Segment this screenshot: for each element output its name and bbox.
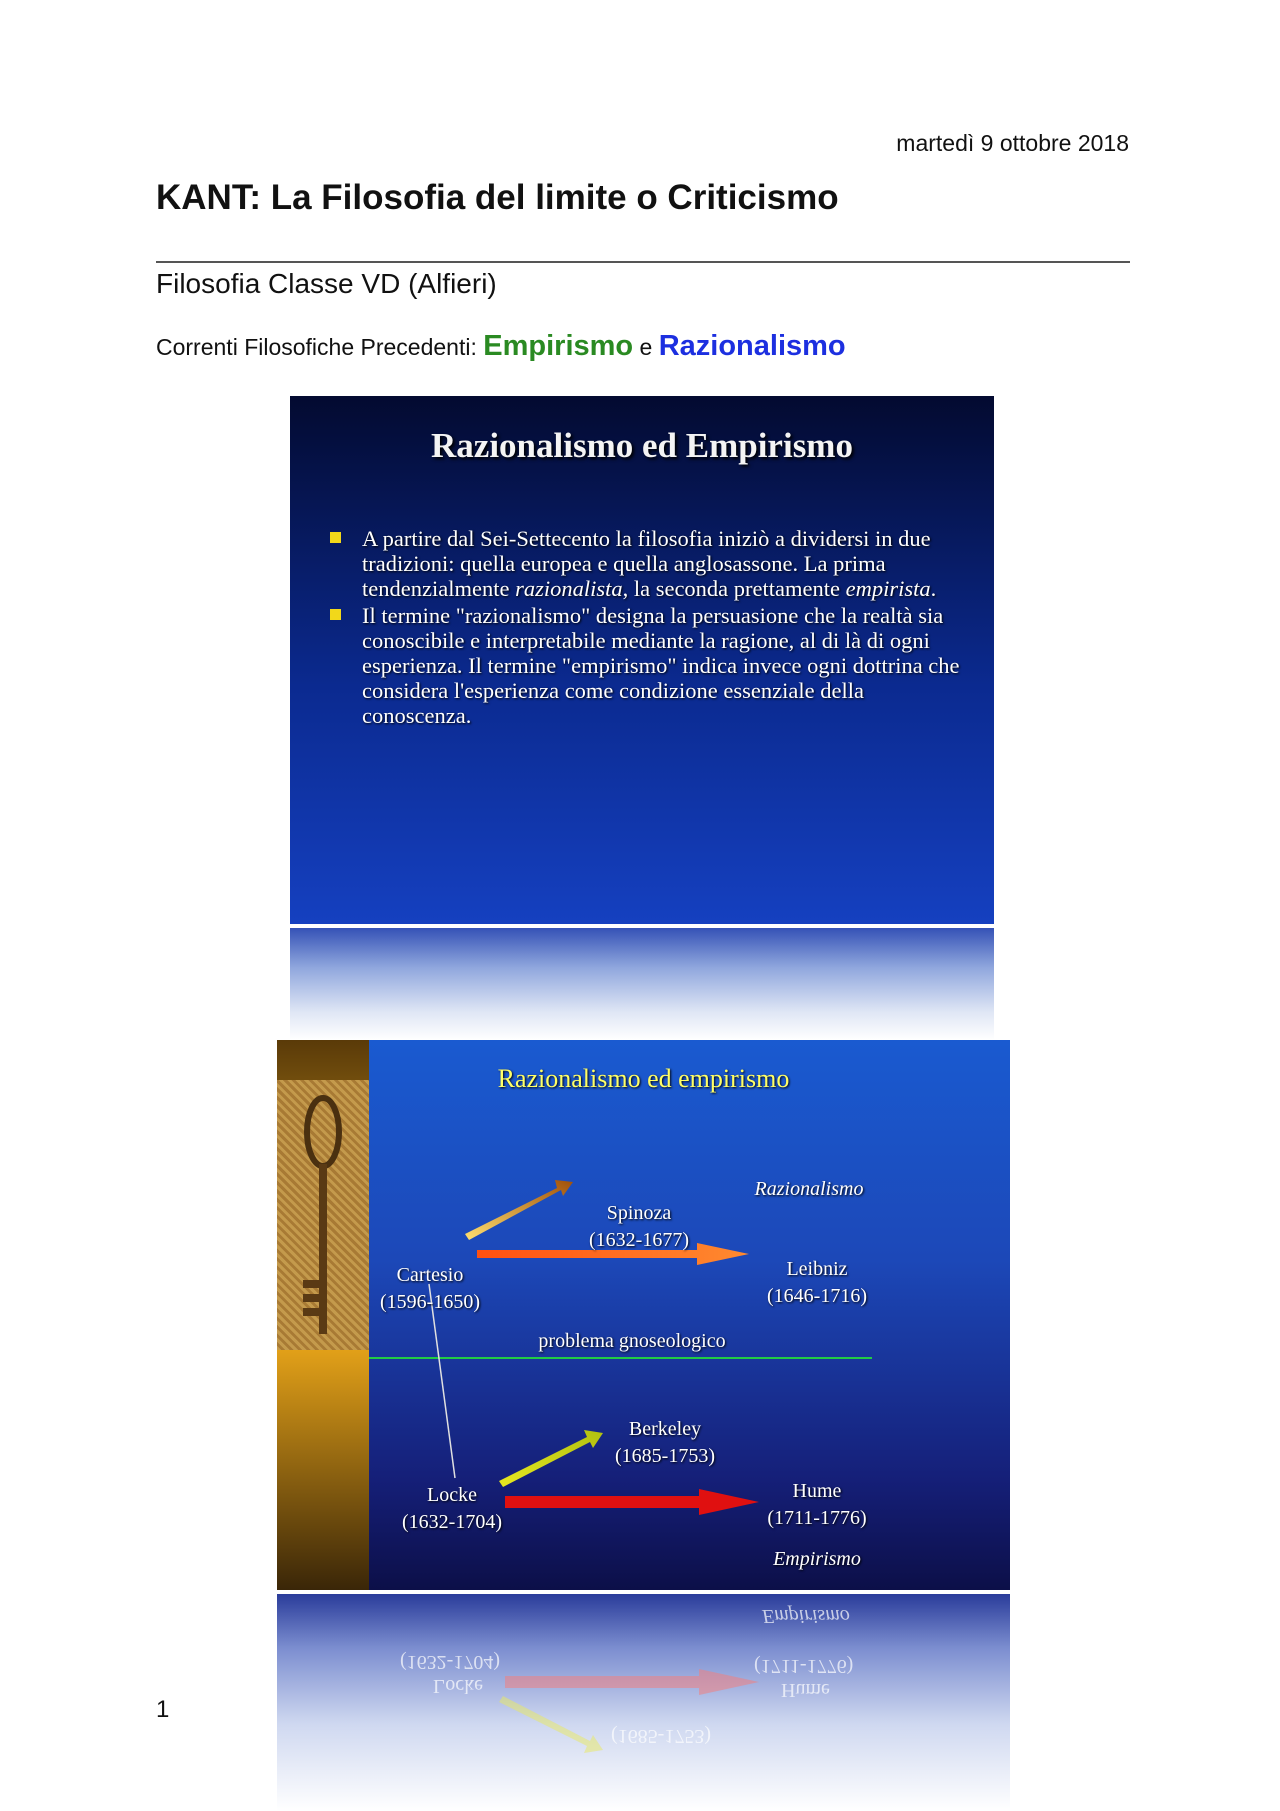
reflection-hume-dates: (1711-1776) <box>754 1655 854 1677</box>
cartesio-name: Cartesio <box>396 1264 464 1286</box>
currents-conjunction: e <box>639 334 653 360</box>
node-spinoza <box>569 1200 709 1254</box>
locke-name: Locke <box>427 1484 477 1506</box>
bullet-square-icon <box>330 609 341 620</box>
node-leibniz <box>747 1256 887 1310</box>
berkeley-name: Berkeley <box>628 1418 702 1440</box>
date: martedì 9 ottobre 2018 <box>896 130 1129 156</box>
currents-label: Correnti Filosofiche Precedenti: <box>156 334 477 360</box>
label-razionalismo: Razionalismo <box>754 1178 864 1200</box>
page-title: KANT: La Filosofia del limite o Criticismo <box>156 178 839 217</box>
slide1-reflection <box>290 928 994 1040</box>
node-cartesio <box>365 1262 495 1316</box>
slide2-title: Razionalismo ed empirismo <box>497 1064 790 1093</box>
slide-diagram-razionalismo-empirismo <box>277 1040 1010 1590</box>
bullet-square-icon <box>330 532 341 543</box>
hume-dates: (1711-1776) <box>767 1507 867 1529</box>
label-empirismo: Empirismo <box>773 1548 861 1570</box>
spinoza-dates: (1632-1677) <box>589 1229 689 1251</box>
hume-name: Hume <box>792 1480 842 1502</box>
slide-razionalismo-empirismo <box>290 396 994 924</box>
slide2-reflection <box>277 1594 1010 1811</box>
title-rule <box>156 261 1130 263</box>
arrow-locke-berkeley <box>499 1430 603 1487</box>
bullet-2-text: Il termine "razionalismo" designa la persuasione che la realtà sia conoscibile e interpretabile mediante la ragione, al di là di ogni esperienza. Il termine "empirismo" indica invece ogni dottrina che considera l'esperienza come condizione essenziale della conoscenza. <box>362 603 960 728</box>
page-number: 1 <box>156 1696 170 1723</box>
node-locke <box>387 1482 517 1536</box>
arrow-cartesio-spinoza <box>465 1180 573 1240</box>
currents-line <box>156 330 846 363</box>
bullet-1-em-razionalista: razionalista <box>515 576 623 601</box>
current-empirismo: Empirismo <box>483 330 634 362</box>
reflection-empirismo: Empirismo <box>762 1605 850 1627</box>
bullet-1-pre: A partire dal Sei-Settecento la filosofia iniziò a dividersi in due tradizioni: quella europea e quella anglosassone. La prima tendenzialmente <box>362 526 931 601</box>
reflection-arrows <box>277 1594 1010 1811</box>
spinoza-name: Spinoza <box>606 1202 672 1224</box>
leibniz-name: Leibniz <box>786 1258 848 1280</box>
reflection-locke-dates: (1632-1704) <box>400 1651 500 1673</box>
bullet-1-post: . <box>930 576 937 601</box>
reflection-hume-name: Hume <box>781 1679 830 1701</box>
reflection-locke-name: Locke <box>433 1675 483 1697</box>
label-problema-gnoseologico: problema gnoseologico <box>538 1330 726 1352</box>
leibniz-dates: (1646-1716) <box>767 1285 867 1307</box>
bullet-1-mid: , la seconda prettamente <box>622 576 846 601</box>
arrow-locke-hume <box>505 1489 759 1515</box>
slide1-bullet-2 <box>330 603 970 728</box>
bullet-1-em-empirista: empirista <box>845 576 931 601</box>
subtitle: Filosofia Classe VD (Alfieri) <box>156 268 497 299</box>
berkeley-dates: (1685-1753) <box>615 1445 715 1467</box>
slide1-bullet-1 <box>330 526 970 601</box>
slide1-bullets <box>330 526 970 730</box>
cartesio-dates: (1596-1650) <box>380 1291 480 1313</box>
slide1-title: Razionalismo ed Empirismo <box>431 426 853 465</box>
node-berkeley <box>595 1416 735 1470</box>
locke-dates: (1632-1704) <box>402 1511 502 1533</box>
current-razionalismo: Razionalismo <box>658 330 846 362</box>
node-hume <box>747 1478 887 1532</box>
reflection-berkeley-dates: (1685-1753) <box>611 1725 711 1747</box>
